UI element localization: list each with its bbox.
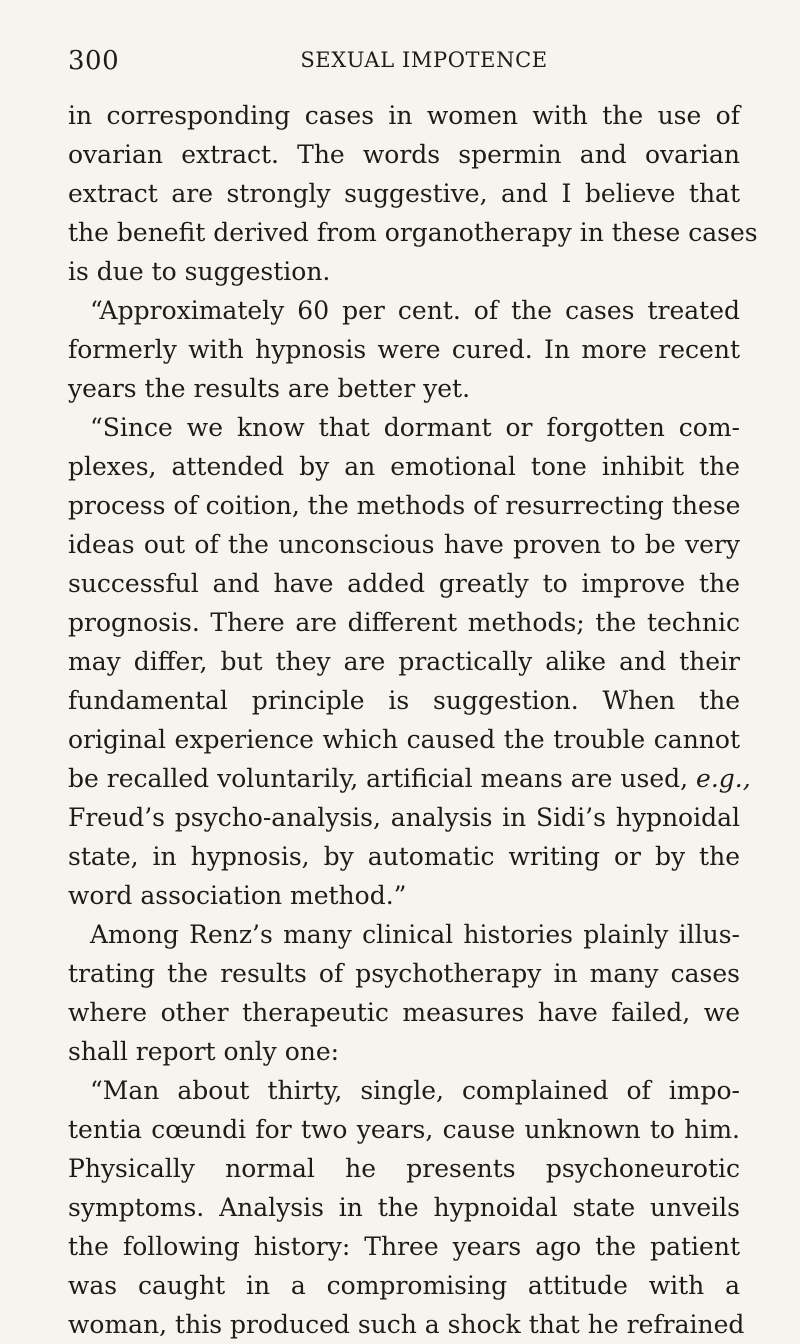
text-line: in corresponding cases in women with the use of (68, 101, 740, 130)
text-line: “Approximately 60 per cent. of the cases treated (90, 296, 740, 325)
text-line: original experience which caused the trouble cannot (68, 725, 740, 754)
running-title: SEXUAL IMPOTENCE (300, 48, 548, 72)
italic-eg: e.g., (696, 764, 751, 793)
text-line: where other therapeutic measures have failed, we (68, 998, 740, 1027)
text-line: was caught in a compromising attitude with a (68, 1271, 740, 1300)
text-line: state, in hypnosis, by automatic writing or by the (68, 842, 740, 871)
running-head (68, 46, 740, 86)
text-line: fundamental principle is suggestion. When the (68, 686, 740, 715)
body-text (68, 96, 758, 1344)
text-line: tentia cœundi for two years, cause unknown to him. (68, 1115, 740, 1144)
text-line: the benefit derived from organotherapy in these cases (68, 218, 758, 247)
text-line: woman, this produced such a shock that he refrained (68, 1310, 745, 1339)
text-line: shall report only one: (68, 1037, 340, 1066)
text-line: plexes, attended by an emotional tone inhibit the (68, 452, 740, 481)
text-line: ideas out of the unconscious have proven to be very (68, 530, 740, 559)
text-line: ovarian extract. The words spermin and ovarian (68, 140, 740, 169)
text-line: Freud’s psycho-analysis, analysis in Sidi’s hypnoidal (68, 803, 740, 832)
text-line: Physically normal he presents psychoneurotic (68, 1154, 740, 1183)
text-line-with-italic (68, 759, 751, 798)
text-line: prognosis. There are different methods; the technic (68, 608, 740, 637)
text-line: the following history: Three years ago the patient (68, 1232, 740, 1261)
text-line: extract are strongly suggestive, and I believe that (68, 179, 740, 208)
text-line: may differ, but they are practically alike and their (68, 647, 740, 676)
text-line: symptoms. Analysis in the hypnoidal state unveils (68, 1193, 740, 1222)
text-line: Among Renz’s many clinical histories plainly illus- (90, 920, 740, 949)
text-line: formerly with hypnosis were cured. In more recent (68, 335, 740, 364)
text-line: years the results are better yet. (68, 374, 471, 403)
text-line: “Since we know that dormant or forgotten com- (90, 413, 740, 442)
text-line: is due to suggestion. (68, 257, 331, 286)
text-line: successful and have added greatly to improve the (68, 569, 740, 598)
text-line: trating the results of psychotherapy in many cases (68, 959, 740, 988)
page-number: 300 (68, 46, 120, 76)
text-line: “Man about thirty, single, complained of impo- (90, 1076, 740, 1105)
text-line: process of coition, the methods of resurrecting these (68, 491, 741, 520)
text-line: word association method.” (68, 881, 407, 910)
text-line-part: be recalled voluntarily, artificial means are used, (68, 764, 689, 793)
